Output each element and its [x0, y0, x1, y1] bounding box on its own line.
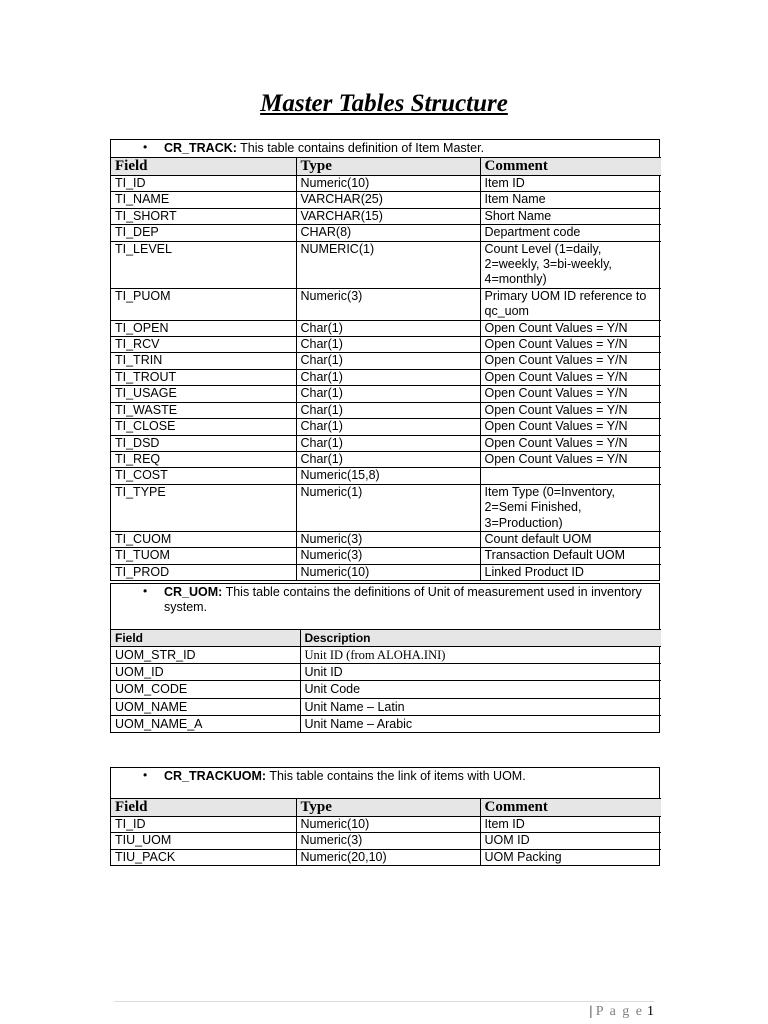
cell-field: TIU_PACK — [111, 849, 296, 865]
header-row — [111, 158, 661, 176]
cell-comment: UOM ID — [480, 833, 661, 849]
table-row — [111, 548, 661, 564]
page-footer — [589, 1004, 654, 1020]
cell-type: Char(1) — [296, 402, 480, 418]
page-label: P a g e — [595, 1004, 644, 1019]
cell-type: Char(1) — [296, 353, 480, 369]
cell-type: VARCHAR(15) — [296, 208, 480, 224]
cell-comment: Count Level (1=daily, 2=weekly, 3=bi-weekly, 4=monthly) — [480, 241, 661, 288]
cell-field: TI_NAME — [111, 192, 296, 208]
cell-field: TI_CLOSE — [111, 419, 296, 435]
cell-field: UOM_NAME_A — [111, 715, 300, 732]
column-header-comment: Comment — [480, 799, 661, 817]
cell-field: TIU_UOM — [111, 833, 296, 849]
table-row — [111, 484, 661, 531]
cell-comment: Open Count Values = Y/N — [480, 402, 661, 418]
cell-field: TI_DEP — [111, 225, 296, 241]
footer-divider — [114, 1001, 654, 1002]
cell-field: TI_TUOM — [111, 548, 296, 564]
cr-trackuom-section — [110, 767, 660, 866]
footer-separator: | — [589, 1004, 593, 1019]
cell-comment — [480, 468, 661, 484]
cell-comment: Item Name — [480, 192, 661, 208]
cell-type: Char(1) — [296, 320, 480, 336]
cell-field: TI_PUOM — [111, 288, 296, 320]
cell-comment: Department code — [480, 225, 661, 241]
table-row — [111, 320, 661, 336]
table-row — [111, 192, 661, 208]
cell-comment: Open Count Values = Y/N — [480, 386, 661, 402]
cell-type: VARCHAR(25) — [296, 192, 480, 208]
cr-trackuom-table — [111, 798, 661, 865]
cell-comment: Open Count Values = Y/N — [480, 337, 661, 353]
header-row — [111, 799, 661, 817]
cell-comment: Open Count Values = Y/N — [480, 419, 661, 435]
cell-field: TI_CUOM — [111, 531, 296, 547]
cell-type: Char(1) — [296, 337, 480, 353]
table-row — [111, 564, 661, 580]
table-row — [111, 647, 661, 664]
cell-type: Numeric(3) — [296, 548, 480, 564]
cr-trackuom-intro — [111, 768, 659, 798]
cell-type: Char(1) — [296, 435, 480, 451]
table-row — [111, 419, 661, 435]
cell-comment: Item ID — [480, 176, 661, 192]
cell-type: CHAR(8) — [296, 225, 480, 241]
cell-field: TI_PROD — [111, 564, 296, 580]
table-row — [111, 386, 661, 402]
cr-uom-section — [110, 583, 660, 733]
table-row — [111, 369, 661, 385]
cell-field: TI_SHORT — [111, 208, 296, 224]
cell-type: Numeric(1) — [296, 484, 480, 531]
bullet-icon: • — [143, 140, 148, 154]
cell-comment: UOM Packing — [480, 849, 661, 865]
cell-field: TI_WASTE — [111, 402, 296, 418]
cell-type: Char(1) — [296, 419, 480, 435]
cell-description: Unit Name – Latin — [300, 698, 661, 715]
bullet-icon: • — [143, 584, 148, 598]
cell-type: Char(1) — [296, 369, 480, 385]
cell-description: Unit Code — [300, 681, 661, 698]
cell-type: Numeric(20,10) — [296, 849, 480, 865]
table-row — [111, 715, 661, 732]
cr-track-table — [111, 157, 661, 580]
cell-type: NUMERIC(1) — [296, 241, 480, 288]
cell-type: Numeric(3) — [296, 833, 480, 849]
cell-type: Numeric(3) — [296, 288, 480, 320]
cell-type: Numeric(10) — [296, 817, 480, 833]
table-name: CR_TRACK: — [164, 141, 237, 155]
cell-description: Unit ID — [300, 664, 661, 681]
cell-field: TI_USAGE — [111, 386, 296, 402]
table-row — [111, 698, 661, 715]
table-row — [111, 241, 661, 288]
cell-field: TI_DSD — [111, 435, 296, 451]
bullet-icon: • — [143, 768, 148, 782]
cell-field: TI_COST — [111, 468, 296, 484]
table-row — [111, 451, 661, 467]
table-row — [111, 435, 661, 451]
cell-comment: Count default UOM — [480, 531, 661, 547]
cell-field: TI_TROUT — [111, 369, 296, 385]
page-title: Master Tables Structure — [260, 90, 508, 117]
cell-comment: Primary UOM ID reference to qc_uom — [480, 288, 661, 320]
cell-field: UOM_NAME — [111, 698, 300, 715]
cell-field: TI_RCV — [111, 337, 296, 353]
table-row — [111, 468, 661, 484]
table-row — [111, 337, 661, 353]
cell-field: TI_ID — [111, 817, 296, 833]
cell-description: Unit ID (from ALOHA.INI) — [300, 647, 661, 664]
table-name: CR_TRACKUOM: — [164, 769, 267, 783]
cell-type: Numeric(15,8) — [296, 468, 480, 484]
cell-field: TI_REQ — [111, 451, 296, 467]
column-header-field: Field — [111, 158, 296, 176]
cell-type: Numeric(3) — [296, 531, 480, 547]
table-row — [111, 664, 661, 681]
column-header-comment: Comment — [480, 158, 661, 176]
table-description: This table contains definition of Item Master. — [236, 141, 485, 155]
cr-track-intro — [111, 140, 659, 157]
cell-comment: Linked Product ID — [480, 564, 661, 580]
cell-field: UOM_STR_ID — [111, 647, 300, 664]
column-header-field: Field — [111, 799, 296, 817]
table-row — [111, 849, 661, 865]
cell-comment: Transaction Default UOM — [480, 548, 661, 564]
table-row — [111, 833, 661, 849]
cr-uom-rows — [111, 647, 661, 733]
column-header-type: Type — [296, 158, 480, 176]
table-row — [111, 817, 661, 833]
cr-uom-table — [111, 629, 661, 732]
page-number: 1 — [647, 1004, 654, 1019]
column-header-type: Type — [296, 799, 480, 817]
cell-comment: Open Count Values = Y/N — [480, 353, 661, 369]
cell-comment: Item ID — [480, 817, 661, 833]
table-row — [111, 288, 661, 320]
cell-comment: Open Count Values = Y/N — [480, 435, 661, 451]
table-description: This table contains the link of items with UOM. — [266, 769, 526, 783]
table-row — [111, 353, 661, 369]
table-name: CR_UOM: — [164, 585, 223, 599]
cell-comment: Open Count Values = Y/N — [480, 369, 661, 385]
cell-comment: Short Name — [480, 208, 661, 224]
cell-field: UOM_CODE — [111, 681, 300, 698]
cell-comment: Item Type (0=Inventory, 2=Semi Finished, 3=Production) — [480, 484, 661, 531]
cell-field: UOM_ID — [111, 664, 300, 681]
cell-description: Unit Name – Arabic — [300, 715, 661, 732]
cr-track-section — [110, 139, 660, 581]
cell-type: Char(1) — [296, 386, 480, 402]
cell-field: TI_ID — [111, 176, 296, 192]
table-row — [111, 681, 661, 698]
cr-uom-intro — [111, 584, 659, 629]
cell-comment: Open Count Values = Y/N — [480, 320, 661, 336]
table-row — [111, 176, 661, 192]
cell-type: Char(1) — [296, 451, 480, 467]
table-row — [111, 208, 661, 224]
cell-field: TI_LEVEL — [111, 241, 296, 288]
column-header-field: Field — [111, 630, 300, 647]
cell-type: Numeric(10) — [296, 564, 480, 580]
cr-trackuom-rows — [111, 817, 661, 866]
header-row — [111, 630, 661, 647]
table-row — [111, 402, 661, 418]
cell-field: TI_TYPE — [111, 484, 296, 531]
table-row — [111, 225, 661, 241]
cell-field: TI_OPEN — [111, 320, 296, 336]
table-description: This table contains the definitions of Unit of measurement used in inventory system. — [164, 585, 642, 614]
column-header-description: Description — [300, 630, 661, 647]
cr-track-rows — [111, 176, 661, 581]
cell-comment: Open Count Values = Y/N — [480, 451, 661, 467]
cell-type: Numeric(10) — [296, 176, 480, 192]
cell-field: TI_TRIN — [111, 353, 296, 369]
table-row — [111, 531, 661, 547]
